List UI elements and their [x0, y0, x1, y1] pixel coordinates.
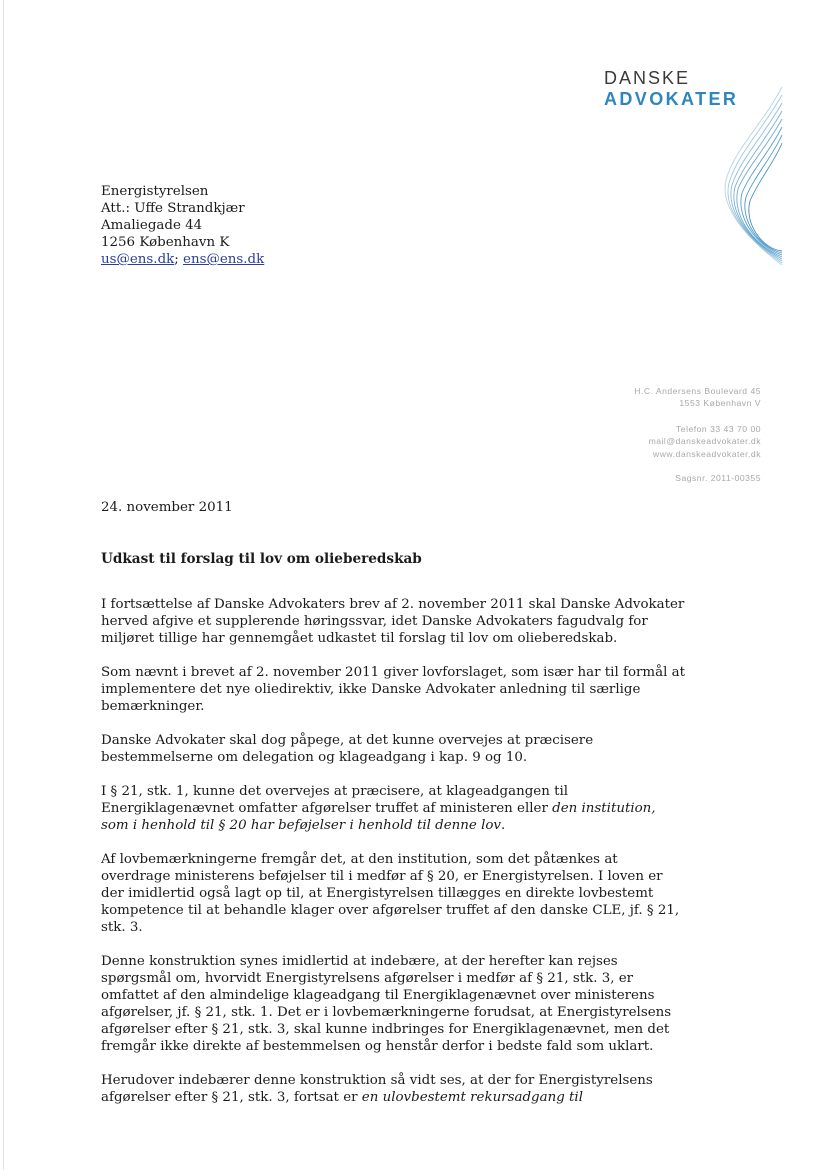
text-line: omfattet af den almindelige klageadgang til Energiklagenævnet over ministerens: [101, 988, 655, 1003]
recipient-emails: [101, 251, 264, 268]
text-line: miljøret tillige har gennemgået udkastet til forslag til lov om olieberedskab.: [101, 631, 618, 646]
logo-line-danske: DANSKE: [604, 68, 691, 88]
text-line: spørgsmål om, hvorvidt Energistyrelsens afgørelser i medfør af § 21, stk. 3, er: [101, 971, 634, 986]
text-line: [101, 817, 611, 834]
text-plain: afgørelser efter § 21, stk. 3, fortsat er: [101, 1090, 362, 1105]
email-link-ens[interactable]: ens@ens.dk: [183, 252, 265, 267]
text-line: herved afgive et supplerende høringssvar, idet Danske Advokaters fagudvalg for: [101, 614, 648, 629]
text-line: der imidlertid også lagt op til, at Energistyrelsen tillægges en direkte lovbestemt: [101, 886, 654, 901]
text-line: [101, 1089, 611, 1106]
letter-date: 24. november 2011: [101, 500, 233, 515]
sender-contact-block: [634, 385, 761, 484]
email-link-us[interactable]: us@ens.dk: [101, 252, 175, 267]
sender-email: mail@danskeadvokater.dk: [648, 436, 761, 447]
text-italic: en ulovbestemt rekursadgang til: [361, 1090, 583, 1105]
paragraph-7: [101, 1072, 653, 1106]
text-line: afgørelser efter § 21, stk. 3, skal kunne indbringes for Energiklagenævnet, men det: [101, 1022, 670, 1037]
text-line: Danske Advokater skal dog påpege, at det kunne overvejes at præcisere: [101, 733, 594, 748]
recipient-att: Att.: Uffe Strandkjær: [101, 201, 245, 216]
text-italic: som i henhold til § 20 har beføjelser i henhold til denne lov: [101, 818, 501, 833]
text-line: afgørelser, jf. § 21, stk. 1. Det er i lovbemærkningerne forudsat, at Energistyrelsens: [101, 1005, 672, 1020]
case-number: Sagsnr. 2011-00355: [675, 473, 761, 484]
text-line: bestemmelserne om delegation og klageadgang i kap. 9 og 10.: [101, 750, 528, 765]
text-line: bemærkninger.: [101, 699, 205, 714]
paragraph-5: [101, 851, 680, 936]
recipient-street: Amaliegade 44: [101, 218, 203, 233]
text-line: [101, 800, 656, 817]
paragraph-6: [101, 953, 672, 1055]
page-edge-line: [3, 0, 4, 1170]
text-line: Herudover indebærer denne konstruktion så vidt ses, at der for Energistyrelsens: [101, 1073, 653, 1088]
paragraph-3: [101, 732, 611, 766]
sender-city: 1553 København V: [679, 398, 761, 409]
sender-street: H.C. Andersens Boulevard 45: [634, 386, 761, 396]
text-line: fremgår ikke direkte af bestemmelsen og henstår derfor i bedste fald som uklart.: [101, 1039, 654, 1054]
paragraph-4: [101, 783, 656, 834]
text-line: implementere det nye oliedirektiv, ikke Danske Advokater anledning til særlige: [101, 682, 641, 697]
letter-subject: Udkast til forslag til lov om olieberedskab: [101, 551, 422, 567]
logo-swoosh-graphic: [712, 85, 784, 270]
logo-line-advokater: ADVOKATER: [604, 89, 739, 109]
text-line: Som nævnt i brevet af 2. november 2011 giver lovforslaget, som især har til formål at: [101, 665, 685, 680]
text-line: I fortsættelse af Danske Advokaters brev af 2. november 2011 skal Danske Advokater: [101, 597, 685, 612]
text-line: I § 21, stk. 1, kunne det overvejes at præcisere, at klageadgangen til: [101, 784, 569, 799]
text-italic: den institution,: [552, 801, 656, 816]
text-plain: .: [501, 818, 506, 833]
letter-body: [101, 596, 685, 1123]
recipient-name: Energistyrelsen: [101, 184, 209, 199]
email-separator: ;: [174, 252, 179, 267]
text-line: stk. 3.: [101, 920, 143, 935]
sender-web: www.danskeadvokater.dk: [653, 448, 761, 459]
recipient-city: 1256 København K: [101, 235, 230, 250]
paragraph-1: [101, 596, 685, 647]
text-plain: Energiklagenævnet omfatter afgørelser truffet af ministeren eller: [101, 801, 553, 816]
recipient-address: [101, 183, 264, 268]
text-line: overdrage ministerens beføjelser til i medfør af § 20, er Energistyrelsen. I loven er: [101, 869, 663, 884]
text-line: kompetence til at behandle klager over afgørelser truffet af den danske CLE, jf. § 21,: [101, 903, 680, 918]
text-line: Denne konstruktion synes imidlertid at indebære, at der herefter kan rejses: [101, 954, 618, 969]
text-line: Af lovbemærkningerne fremgår det, at den institution, som det påtænkes at: [101, 852, 618, 867]
sender-phone: Telefon 33 43 70 00: [676, 423, 761, 434]
paragraph-2: [101, 664, 685, 715]
